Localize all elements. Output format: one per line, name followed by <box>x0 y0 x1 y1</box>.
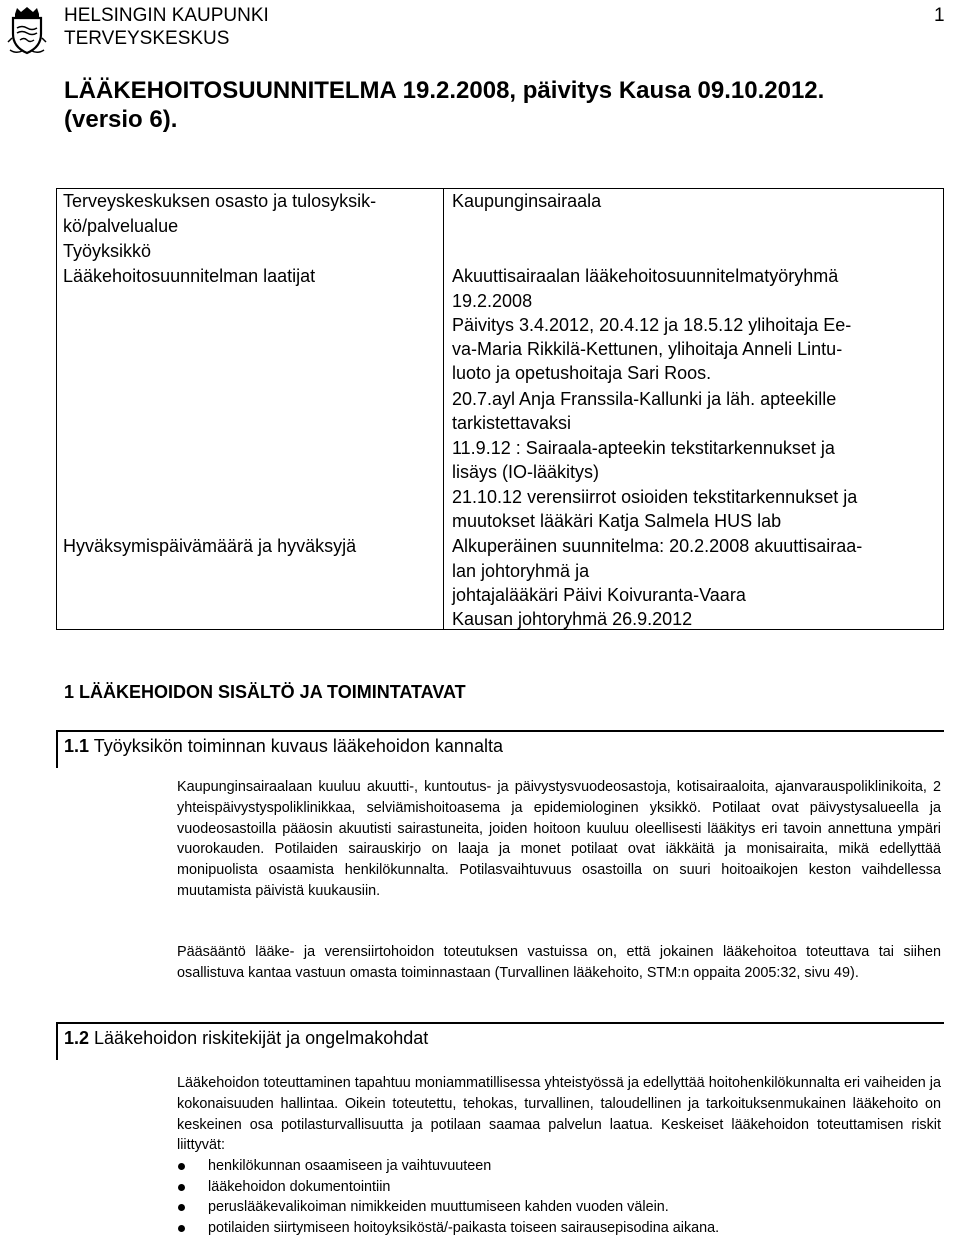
approval-line: Alkuperäinen suunnitelma: 20.2.2008 akuuttisairaa- <box>452 536 863 556</box>
document-title-line-2: (versio 6). <box>64 106 178 133</box>
organization-name <box>64 4 269 50</box>
authors-line: Akuuttisairaalan lääkehoitosuunnitelmatyöryhmä <box>452 266 839 286</box>
document-title <box>64 76 944 134</box>
list-item <box>177 1197 941 1218</box>
list-item <box>177 1177 941 1198</box>
approval-line: lan johtoryhmä ja <box>452 561 590 581</box>
list-item-text: lääkehoidon dokumentointiin <box>208 1178 391 1195</box>
list-item <box>177 1156 941 1177</box>
label-unit-line-1: Terveyskeskuksen osasto ja tulosyksik- <box>63 191 377 211</box>
paragraph-risk-factors: Lääkehoidon toteuttaminen tapahtuu moniammatillisessa yhteistyössä ja edellyttää hoitohenkilökunnalta eri vaiheiden ja kokonaisuuden hallintaa. Oikein toteutettu, tehokas, turvallinen, taloudellinen ja tarkoituksenmukainen lääkehoito on keskeinen osa potilasturvallisuutta ja potilaan saamaa palvelun laatua. Keskeiset lääkehoidon toteuttamisen riskit liittyvät: <box>177 1075 941 1154</box>
subsection-heading-1-1 <box>56 730 944 768</box>
subsection-title: Työyksikön toiminnan kuvaus lääkehoidon kannalta <box>89 736 503 756</box>
authors-line: 21.10.12 verensiirrot osioiden tekstitarkennukset ja <box>452 487 858 507</box>
value-unit: Kaupunginsairaala <box>452 191 602 211</box>
list-item <box>177 1218 941 1239</box>
organization-line-2: TERVEYSKESKUS <box>64 28 230 49</box>
list-item-text: henkilökunnan osaamiseen ja vaihtuvuuteen <box>208 1158 492 1174</box>
paragraph-unit-description: Kaupunginsairaalaan kuuluu akuutti-, kuntoutus- ja päivystysvuodeosastoja, kotisairaaloita, ajanvarauspoliklinikoita, 2 yhteispäivystyspoliklinikkaa, selviämishoitoasema ja epidemiologinen yksikkö. Potilaat ovat päivystysalueella ja vuodeosastoilla pääosin akuutisti sairastuneita, joiden hoitoon kuuluu oleellisesti lääkitys eri tavoin annettuna ympäri vuorokauden. Potilaiden sairauskirjo on laaja ja monet potilaat ovat iäkkäitä ja monisairaita, mikä edellyttää monipuolista osaamista henkilökunnalta. Potilasvaihtuvuus osastoilla on suuri hoitoaikojen keston vaihdellessa muutamista päivistä kuukausiin. <box>177 779 941 899</box>
subsection-number: 1.1 <box>64 736 90 756</box>
subsection-number: 1.2 <box>64 1028 90 1048</box>
authors-line: va-Maria Rikkilä-Kettunen, ylihoitaja Anneli Lintu- <box>452 339 843 359</box>
section-heading: 1 LÄÄKEHOIDON SISÄLTÖ JA TOIMINTATAVAT <box>64 682 466 702</box>
page-number: 1 <box>934 5 945 26</box>
approval-line: Kausan johtoryhmä 26.9.2012 <box>452 609 693 629</box>
authors-line: 19.2.2008 <box>452 291 533 311</box>
label-approval: Hyväksymispäivämäärä ja hyväksyjä <box>63 536 357 556</box>
list-item-text: peruslääkevalikoiman nimikkeiden muuttumiseen kahden vuoden välein. <box>208 1199 669 1216</box>
approval-line: johtajalääkäri Päivi Koivuranta-Vaara <box>452 585 746 605</box>
table-column-divider <box>443 189 444 629</box>
authors-line: luoto ja opetushoitaja Sari Roos. <box>452 363 712 383</box>
label-unit-line-2: kö/palvelualue <box>63 216 179 236</box>
plan-info-table <box>56 188 944 630</box>
authors-line: 11.9.12 : Sairaala-apteekin tekstitarkennukset ja <box>452 438 835 458</box>
subsection-title: Lääkehoidon riskitekijät ja ongelmakohdat <box>89 1028 429 1048</box>
paragraph-responsibility: Pääsääntö lääke- ja verensiirtohoidon toteutuksen vastuissa on, että jokainen lääkehoitoa toteuttava tai siihen osallistuva kantaa vastuun omasta toiminnastaan (Turvallinen lääkehoito, STM:n oppaita 2005:32, sivu 49). <box>177 944 941 981</box>
authors-line: muutokset lääkäri Katja Salmela HUS lab <box>452 511 782 531</box>
authors-line: Päivitys 3.4.2012, 20.4.12 ja 18.5.12 ylihoitaja Ee- <box>452 315 852 335</box>
label-workunit: Työyksikkö <box>63 241 152 261</box>
authors-line: tarkistettavaksi <box>452 413 572 433</box>
bullet-icon <box>178 1204 185 1211</box>
helsinki-crest-icon <box>6 4 48 56</box>
label-authors: Lääkehoitosuunnitelman laatijat <box>63 266 316 286</box>
bullet-icon <box>178 1163 185 1170</box>
risk-list <box>177 1156 941 1238</box>
subsection-heading-1-2 <box>56 1022 944 1060</box>
bullet-icon <box>178 1184 185 1191</box>
bullet-icon <box>178 1225 185 1232</box>
list-item-text: potilaiden siirtymiseen hoitoyksiköstä/-paikasta toiseen sairausepisodina aikana. <box>208 1219 720 1236</box>
organization-line-1: HELSINGIN KAUPUNKI <box>64 5 269 26</box>
authors-line: lisäys (IO-lääkitys) <box>452 462 600 482</box>
authors-line: 20.7.ayl Anja Franssila-Kallunki ja läh. apteekille <box>452 389 837 409</box>
document-title-line-1: LÄÄKEHOITOSUUNNITELMA 19.2.2008, päivitys Kausa 09.10.2012. <box>64 77 825 104</box>
